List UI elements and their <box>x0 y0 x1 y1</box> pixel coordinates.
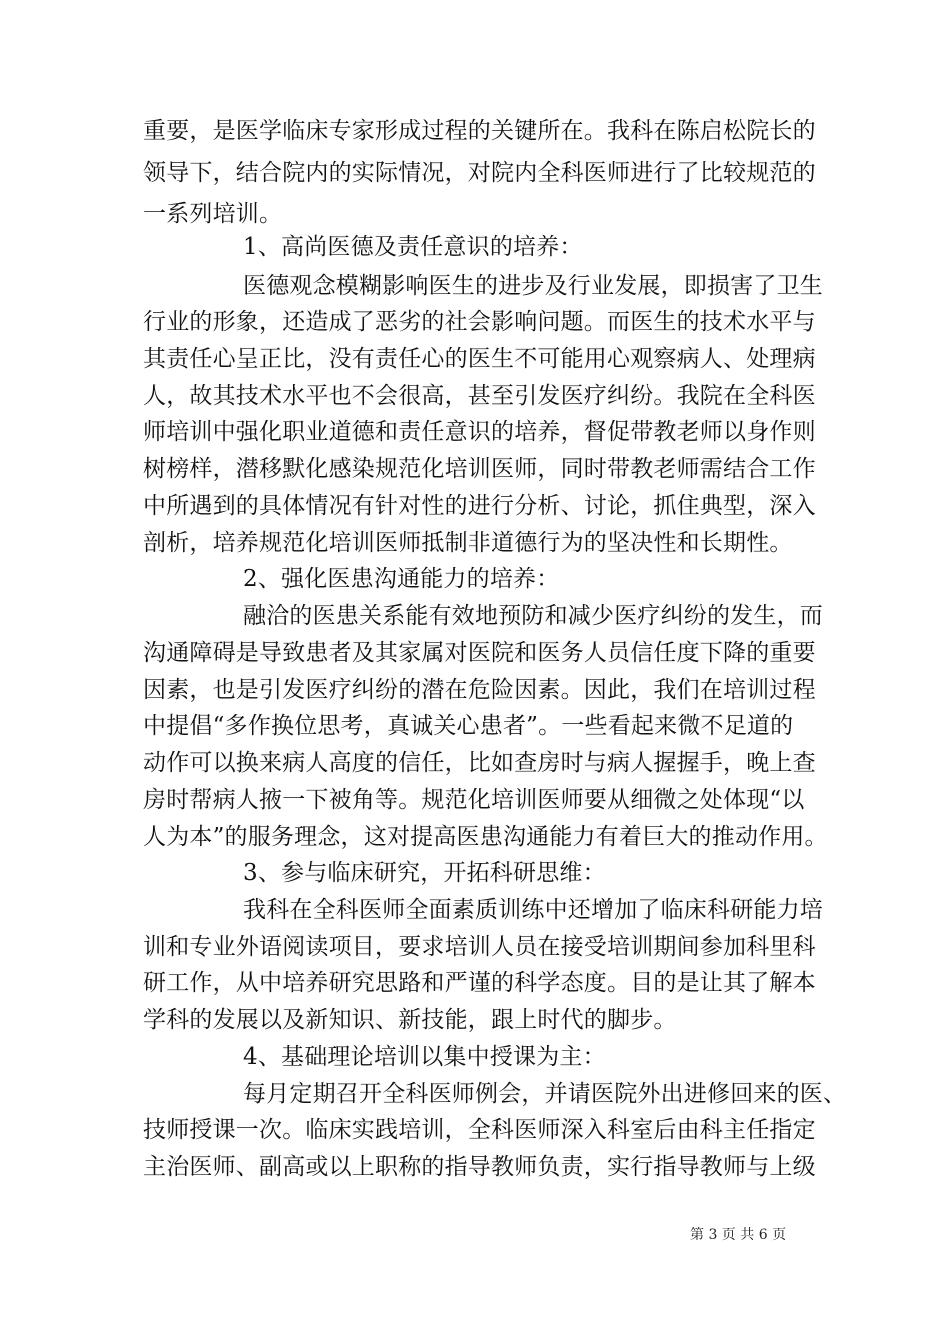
text-line: 融洽的医患关系能有效地预防和减少医疗纠纷的发生，而 <box>243 603 823 629</box>
text-line: 沟通障碍是导致患者及其家属对医院和医务人员信任度下降的重要 <box>143 640 816 666</box>
text-line: 主治医师、副高或以上职称的指导教师负责，实行指导教师与上级 <box>143 1154 816 1180</box>
text-line: 一系列培训。 <box>143 201 283 227</box>
text-line: 我科在全科医师全面素质训练中还增加了临床科研能力培 <box>243 897 823 923</box>
text-line: 中提倡“多作换位思考，真诚关心患者”。一些看起来微不足道的 <box>143 713 794 739</box>
text-line: 学科的发展以及新知识、新技能，跟上时代的脚步。 <box>143 1007 677 1033</box>
section-heading-4: 4、基础理论培训以集中授课为主： <box>243 1044 606 1070</box>
section-heading-2: 2、强化医患沟通能力的培养： <box>243 566 560 592</box>
text-line: 人为本”的服务理念，这对提高医患沟通能力有着巨大的推动作用。 <box>143 824 828 850</box>
text-line: 中所遇到的具体情况有针对性的进行分析、讨论，抓住典型，深入 <box>143 493 816 519</box>
section-heading-3: 3、参与临床研究，开拓科研思维： <box>243 860 606 886</box>
text-line: 医德观念模糊影响医生的进步及行业发展，即损害了卫生 <box>243 273 823 299</box>
text-line: 每月定期召开全科医师例会，并请医院外出进修回来的医、 <box>243 1081 847 1107</box>
text-line: 领导下，结合院内的实际情况，对院内全科医师进行了比较规范的 <box>143 160 816 186</box>
text-line: 其责任心呈正比，没有责任心的医生不可能用心观察病人、处理病 <box>143 346 816 372</box>
text-line: 重要，是医学临床专家形成过程的关键所在。我科在陈启松院长的 <box>143 118 816 144</box>
text-line: 技师授课一次。临床实践培训，全科医师深入科室后由科主任指定 <box>143 1117 816 1143</box>
page-number-footer: 第 3 页 共 6 页 <box>690 1227 787 1243</box>
text-line: 人，故其技术水平也不会很高，甚至引发医疗纠纷。我院在全科医 <box>143 383 816 409</box>
text-line: 研工作，从中培养研究思路和严谨的科学态度。目的是让其了解本 <box>143 970 816 996</box>
text-line: 因素，也是引发医疗纠纷的潜在危险因素。因此，我们在培训过程 <box>143 677 816 703</box>
section-heading-1: 1、高尚医德及责任意识的培养： <box>243 234 583 260</box>
text-line: 行业的形象，还造成了恶劣的社会影响问题。而医生的技术水平与 <box>143 309 816 335</box>
text-line: 动作可以换来病人高度的信任，比如查房时与病人握握手，晚上查 <box>143 750 816 776</box>
text-line: 训和专业外语阅读项目，要求培训人员在接受培训期间参加科里科 <box>143 934 816 960</box>
text-line: 剖析，培养规范化培训医师抵制非道德行为的坚决性和长期性。 <box>143 530 793 556</box>
text-line: 师培训中强化职业道德和责任意识的培养，督促带教老师以身作则 <box>143 419 816 445</box>
text-line: 房时帮病人掖一下被角等。规范化培训医师要从细微之处体现“以 <box>143 787 805 813</box>
text-line: 树榜样，潜移默化感染规范化培训医师，同时带教老师需结合工作 <box>143 456 816 482</box>
